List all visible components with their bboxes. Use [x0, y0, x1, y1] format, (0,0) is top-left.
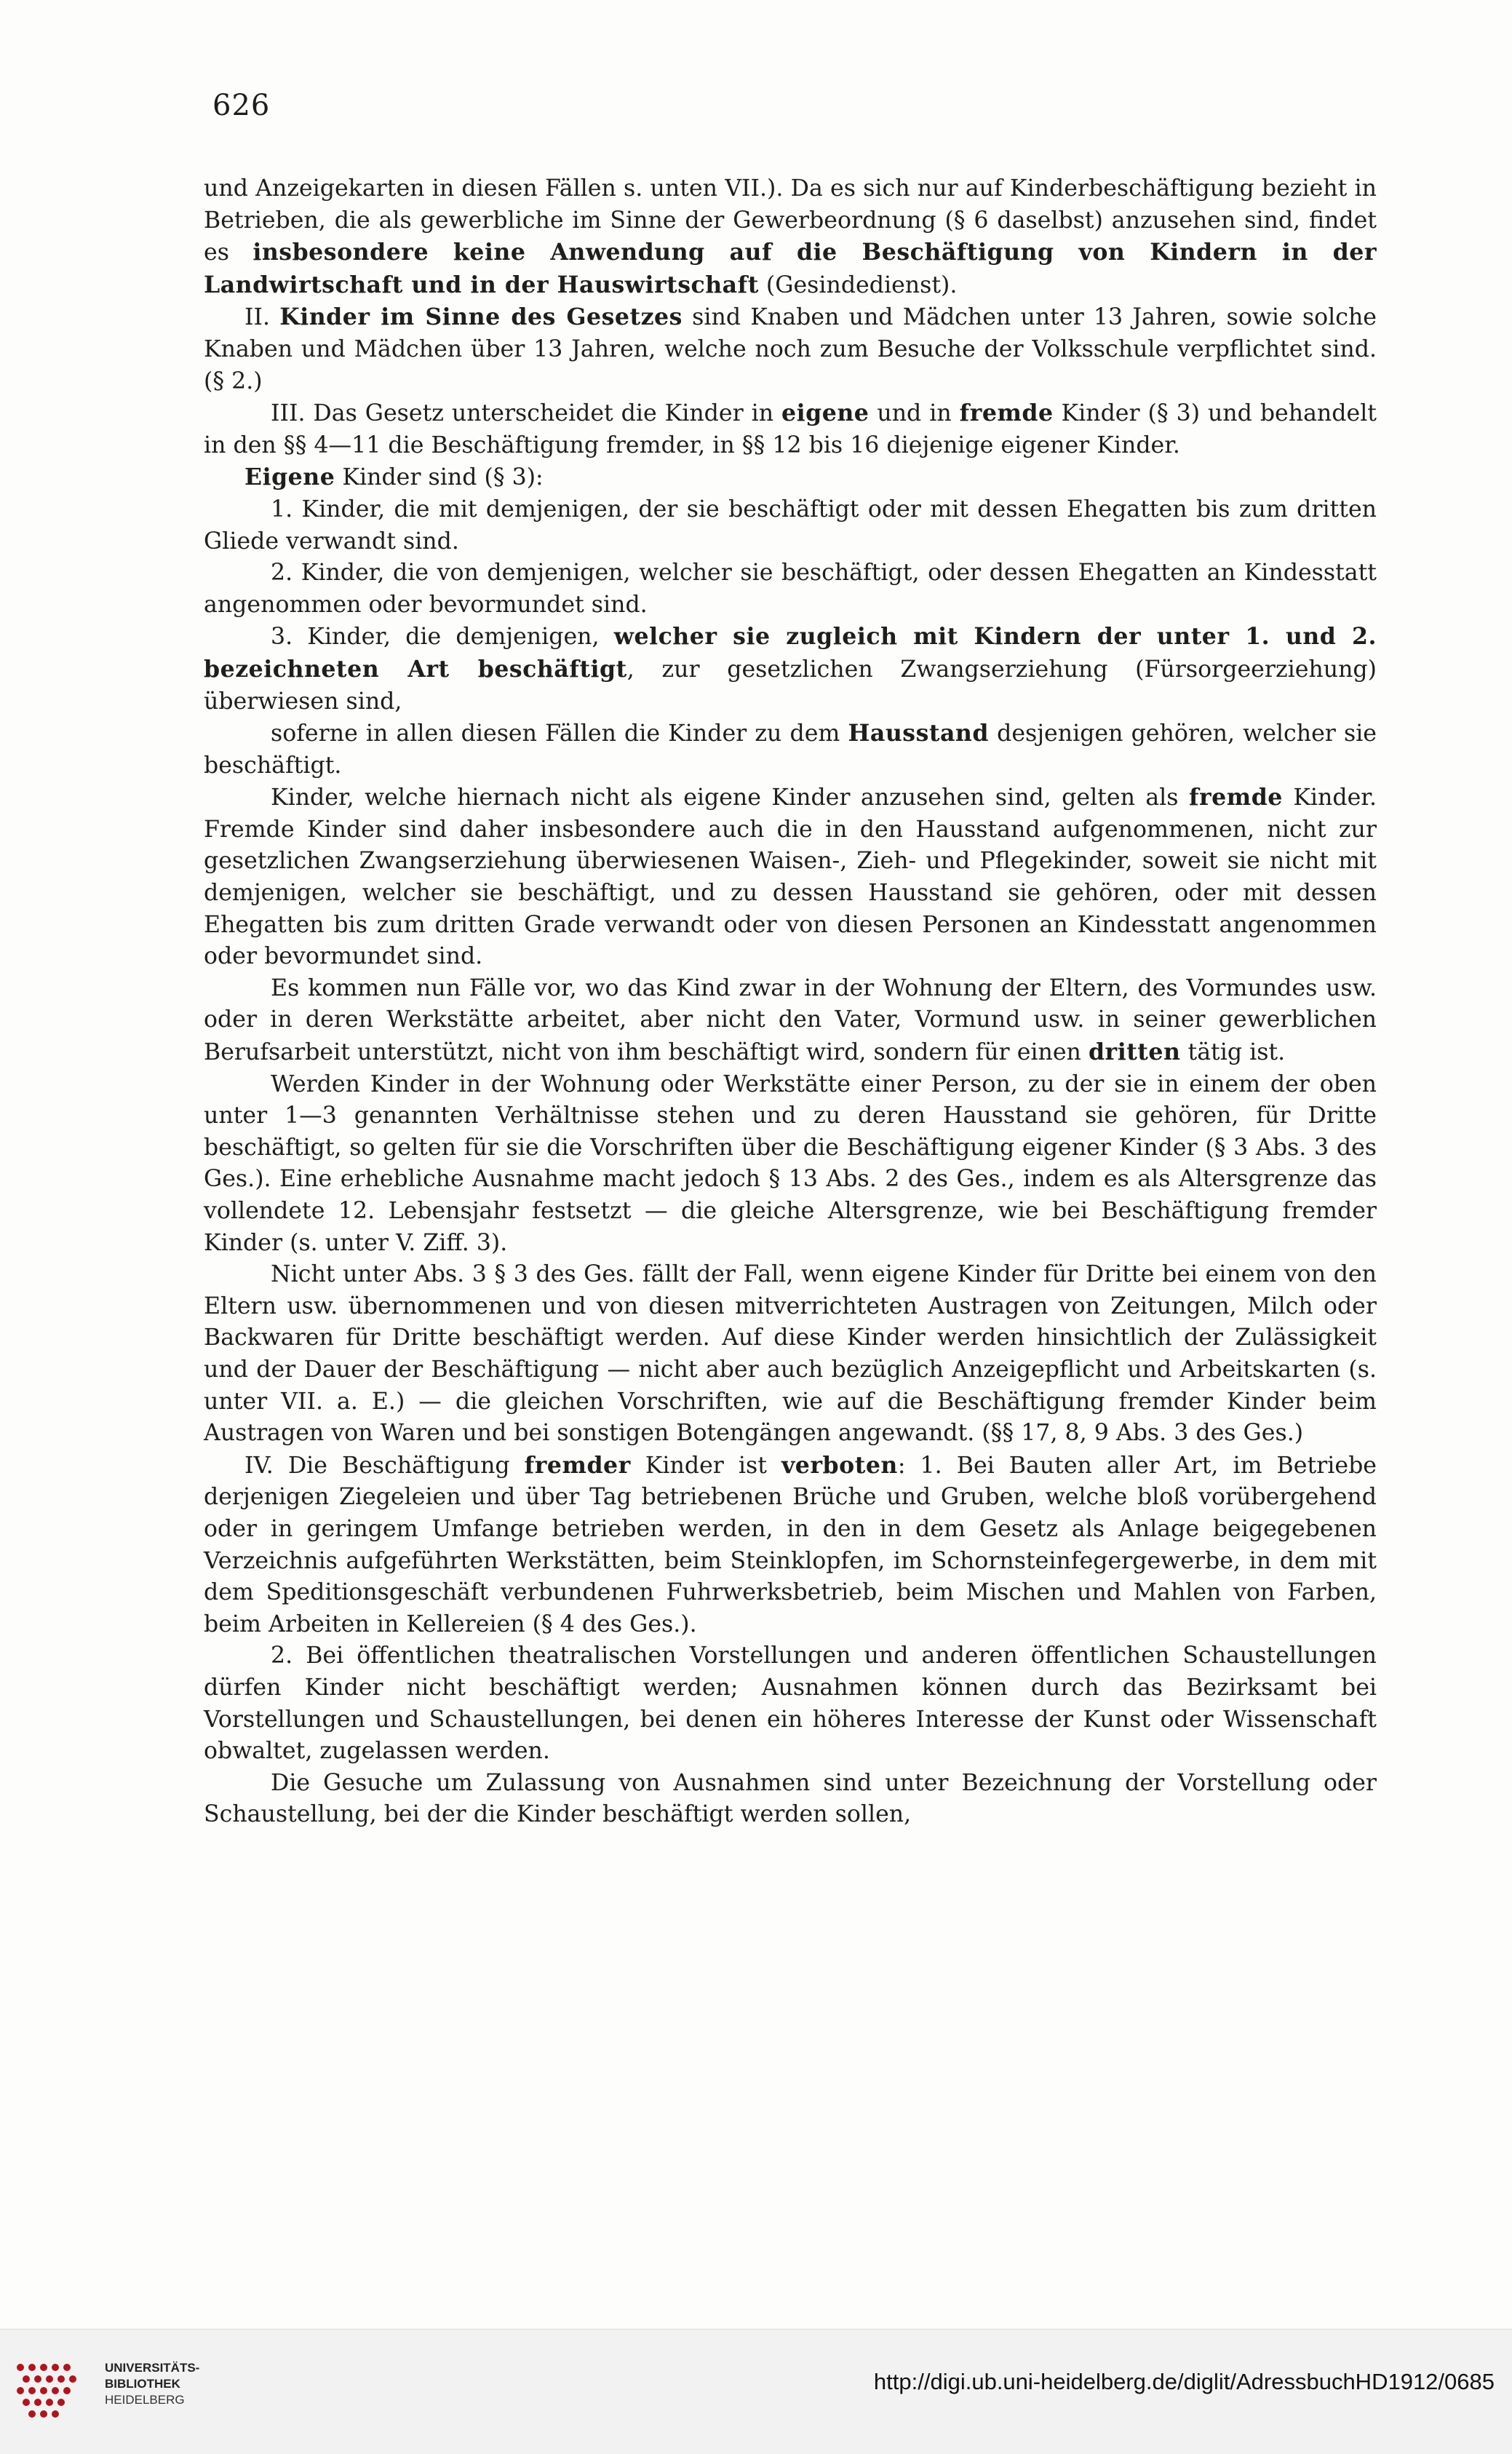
library-name-line1: UNIVERSITÄTS- [105, 2361, 200, 2375]
paragraph: II. Kinder im Sinne des Gesetzes sind Knaben und Mädchen unter 13 Jahren, sowie solche Knaben und Mädchen über 13 Jahren, welche noch zum Besuche der Volksschule verpflichtet sind. (§ 2.) [204, 303, 1377, 394]
page-number: 626 [212, 89, 271, 122]
paragraph: Die Gesuche um Zulassung von Ausnahmen sind unter Bezeichnung der Vorstellung oder Schaustellung, bei der die Kinder beschäftigt werden sollen, [204, 1769, 1377, 1828]
paragraph: Es kommen nun Fälle vor, wo das Kind zwar in der Wohnung der Eltern, des Vormundes usw. oder in deren Werkstätte arbeitet, aber nicht den Vater, Vormund usw. in seiner gewerblichen Berufsarbeit unterstützt, nicht von ihm beschäftigt wird, sondern für einen dritten tätig ist. [204, 974, 1377, 1066]
paragraph: 1. Kinder, die mit demjenigen, der sie beschäftigt oder mit dessen Ehegatten bis zum dritten Gliede verwandt sind. [204, 496, 1377, 555]
paragraph: Eigene Kinder sind (§ 3): [244, 464, 544, 491]
footer-bar [0, 2329, 1512, 2454]
paragraph: und Anzeigekarten in diesen Fällen s. unten VII.). Da es sich nur auf Kinderbeschäftigung bezieht in Betrieben, die als gewerbliche im Sinne der Gewerbeordnung (§ 6 daselbst) anzusehen sind, findet es insbesondere keine Anwendung auf die Beschäftigung von Kindern in der Landwirtschaft und in der Hauswirtschaft (Gesindedienst). [204, 175, 1377, 298]
paragraph: soferne in allen diesen Fällen die Kinder zu dem Hausstand desjenigen gehören, welcher sie beschäftigt. [204, 720, 1377, 779]
library-name-line2: BIBLIOTHEK [105, 2377, 180, 2391]
library-name-line3: HEIDELBERG [105, 2393, 185, 2407]
library-name [105, 2360, 199, 2408]
permalink-url[interactable]: http://digi.ub.uni-heidelberg.de/diglit/AdressbuchHD1912/0685 [873, 2369, 1495, 2394]
library-logo-icon [10, 2357, 98, 2430]
paragraph: Kinder, welche hiernach nicht als eigene Kinder anzusehen sind, gelten als fremde Kinder. Fremde Kinder sind daher insbesondere auch die in den Hausstand aufgenommenen, nicht zur gesetzlichen Zwangserziehung überwiesenen Waisen-, Zieh- und Pflegekinder, soweit sie nicht mit demjenigen, welcher sie beschäftigt, und zu dessen Hausstand sie gehören, oder mit dessen Ehegatten bis zum dritten Grade verwandt oder von diesen Personen an Kindesstatt angenommen oder bevormundet sind. [204, 784, 1377, 970]
paragraph: Werden Kinder in der Wohnung oder Werkstätte einer Person, zu der sie in einem der oben unter 1—3 genannten Verhältnisse stehen und zu deren Hausstand sie gehören, für Dritte beschäftigt, so gelten für sie die Vorschriften über die Beschäftigung eigener Kinder (§ 3 Abs. 3 des Ges.). Eine erhebliche Ausnahme macht jedoch § 13 Abs. 2 des Ges., indem es als Altersgrenze das vollendete 12. Lebensjahr festsetzt — die gleiche Altersgrenze, wie bei Beschäftigung fremder Kinder (s. unter V. Ziff. 3). [204, 1071, 1377, 1256]
paragraph: Nicht unter Abs. 3 § 3 des Ges. fällt der Fall, wenn eigene Kinder für Dritte bei einem von den Eltern usw. übernommenen und von diesen mitverrichteten Austragen von Zeitungen, Milch oder Backwaren für Dritte beschäftigt werden. Auf diese Kinder werden hinsichtlich der Zulässigkeit und der Dauer der Beschäftigung — nicht aber auch bezüglich Anzeigepflicht und Arbeitskarten (s. unter VII. a. E.) — die gleichen Vorschriften, wie auf die Beschäftigung fremder Kinder beim Austragen von Waren und bei sonstigen Botengängen angewandt. (§§ 17, 8, 9 Abs. 3 des Ges.) [204, 1261, 1377, 1447]
paragraph: IV. Die Beschäftigung fremder Kinder ist verboten: 1. Bei Bauten aller Art, im Betriebe derjenigen Ziegeleien und über Tag betriebenen Brüche und Gruben, welche bloß vorübergehend oder in geringem Umfange betrieben werden, in den in dem Gesetz als Anlage beigegebenen Verzeichnis aufgeführten Werkstätten, beim Steinklopfen, im Schornsteinfegergewerbe, in dem mit dem Speditionsgeschäft verbundenen Fuhrwerksbetrieb, beim Mischen und Mahlen von Farben, beim Arbeiten in Kellereien (§ 4 des Ges.). [204, 1451, 1377, 1637]
paragraph: 2. Bei öffentlichen theatralischen Vorstellungen und anderen öffentlichen Schaustellungen dürfen Kinder nicht beschäftigt werden; Ausnahmen können durch das Bezirksamt bei Vorstellungen und Schaustellungen, bei denen ein höheres Interesse der Kunst oder Wissenschaft obwaltet, zugelassen werden. [204, 1643, 1377, 1765]
body-text [204, 173, 1377, 1831]
paragraph: 3. Kinder, die demjenigen, welcher sie zugleich mit Kindern der unter 1. und 2. bezeichneten Art beschäftigt, zur gesetzlichen Zwangserziehung (Fürsorgeerziehung) überwiesen sind, [204, 623, 1377, 715]
university-library-logo[interactable] [10, 2357, 200, 2430]
paragraph: III. Das Gesetz unterscheidet die Kinder in eigene und in fremde Kinder (§ 3) und behandelt in den §§ 4—11 die Beschäftigung fremder, in §§ 12 bis 16 diejenige eigener Kinder. [204, 400, 1377, 458]
paragraph: 2. Kinder, die von demjenigen, welcher sie beschäftigt, oder dessen Ehegatten an Kindesstatt angenommen oder bevormundet sind. [204, 560, 1377, 618]
